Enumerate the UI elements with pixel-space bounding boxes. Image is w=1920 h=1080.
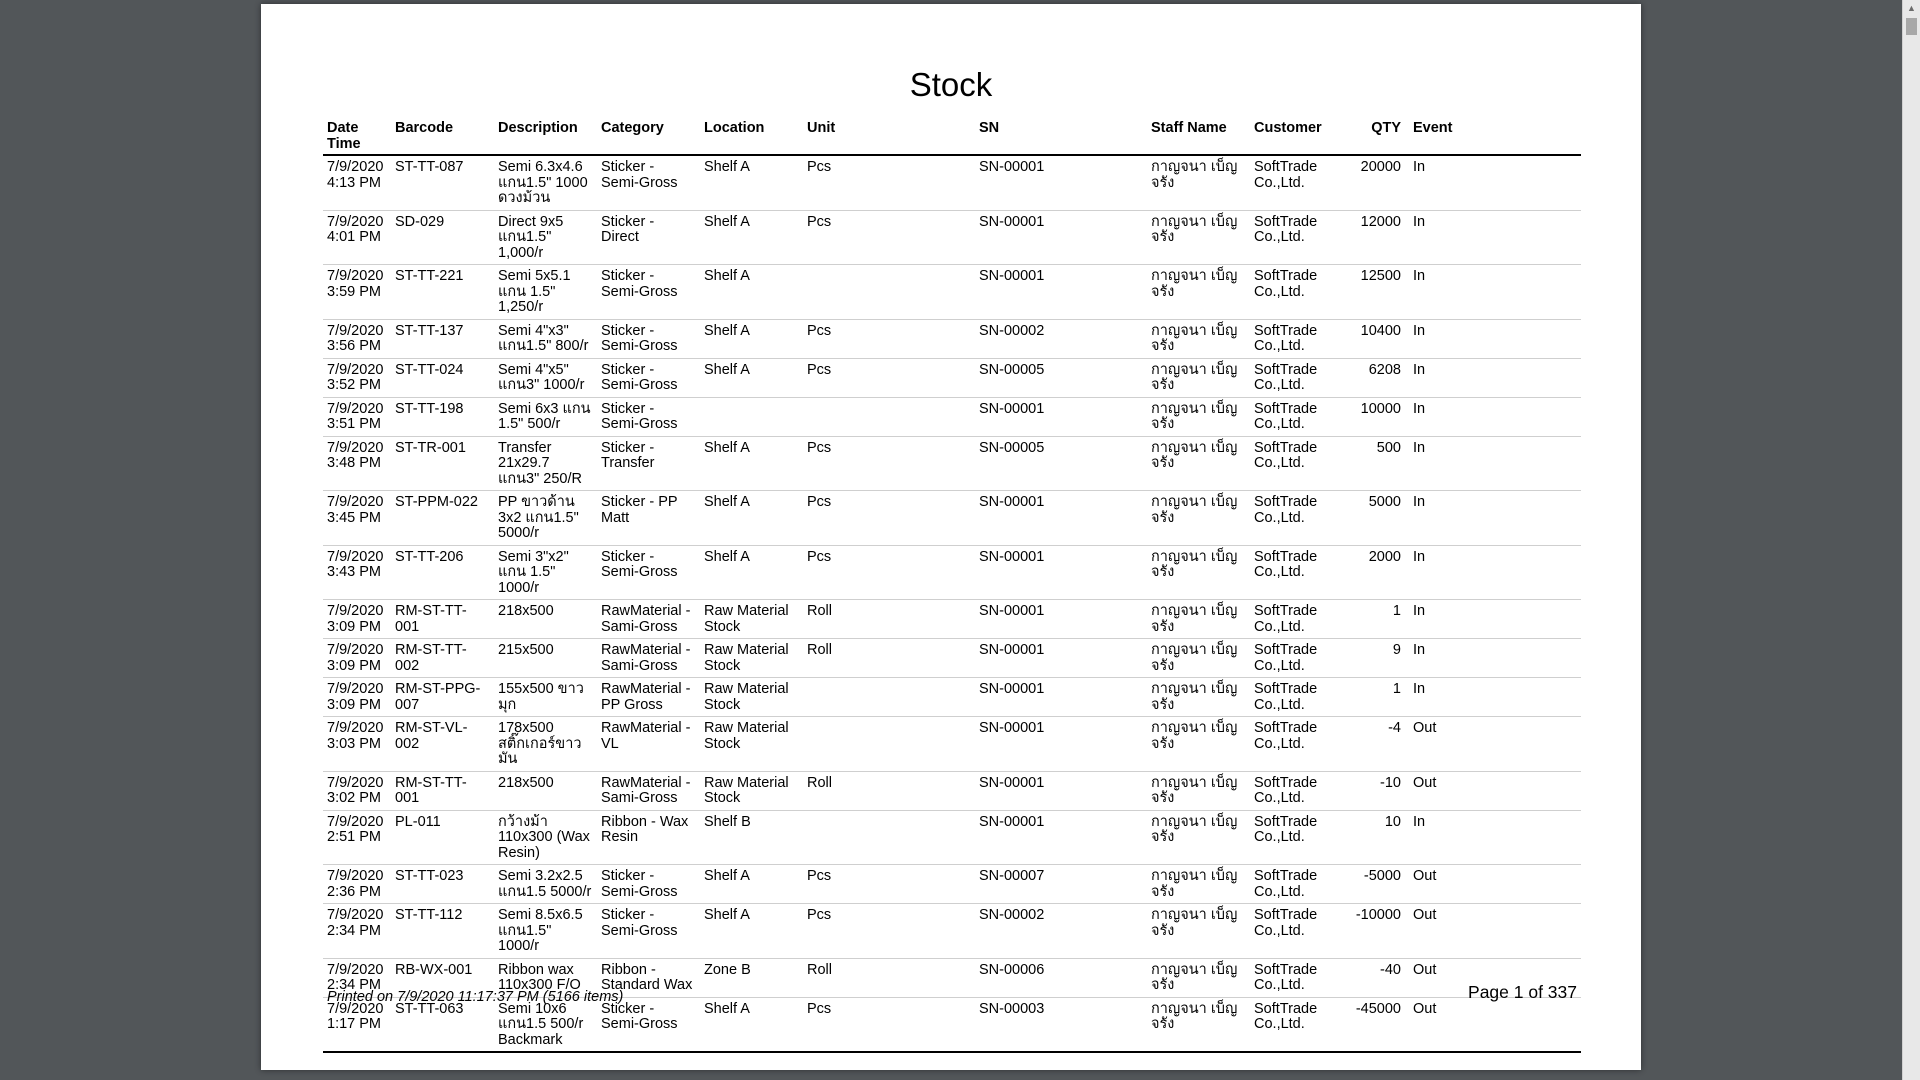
cell-date-value: 7/9/2020 xyxy=(327,159,384,175)
cell-sn: SN-00001 xyxy=(975,155,1147,210)
cell-date xyxy=(323,771,391,810)
cell-description: Transfer 21x29.7 แกน3" 250/R xyxy=(494,436,597,491)
cell-category: RawMaterial - PP Gross xyxy=(597,678,700,717)
cell-customer: SoftTrade Co.,Ltd. xyxy=(1250,600,1330,639)
cell-sn: SN-00001 xyxy=(975,771,1147,810)
cell-time-value: 2:36 PM xyxy=(327,883,381,900)
cell-category: Sticker - PP Matt xyxy=(597,491,700,546)
cell-customer: SoftTrade Co.,Ltd. xyxy=(1250,358,1330,397)
cell-barcode: ST-TT-112 xyxy=(391,904,494,959)
cell-date-value: 7/9/2020 xyxy=(327,907,384,923)
cell-customer: SoftTrade Co.,Ltd. xyxy=(1250,771,1330,810)
cell-customer: SoftTrade Co.,Ltd. xyxy=(1250,436,1330,491)
cell-description: 155x500 ขาวมุก xyxy=(494,678,597,717)
cell-time-value: 1:17 PM xyxy=(327,1016,381,1032)
cell-category: Sticker - Semi-Gross xyxy=(597,155,700,210)
table-row xyxy=(323,904,1581,959)
cell-barcode: RM-ST-TT-002 xyxy=(391,639,494,678)
cell-location: Shelf A xyxy=(700,904,803,959)
cell-category: Sticker - Semi-Gross xyxy=(597,358,700,397)
cell-category: RawMaterial - Sami-Gross xyxy=(597,639,700,678)
cell-location: Shelf B xyxy=(700,810,803,865)
cell-date xyxy=(323,717,391,772)
cell-time-value: 3:52 PM xyxy=(327,377,381,393)
cell-time-value: 4:01 PM xyxy=(327,229,381,245)
cell-description: 215x500 xyxy=(494,639,597,678)
cell-sn: SN-00002 xyxy=(975,904,1147,959)
cell-qty: 20000 xyxy=(1330,155,1409,210)
cell-qty: 6208 xyxy=(1330,358,1409,397)
cell-description: Semi 6x3 แกน 1.5" 500/r xyxy=(494,397,597,436)
column-header-qty: QTY xyxy=(1330,116,1409,155)
cell-unit xyxy=(803,717,975,772)
cell-sn: SN-00001 xyxy=(975,639,1147,678)
cell-sn: SN-00001 xyxy=(975,600,1147,639)
stock-table xyxy=(323,116,1581,1053)
cell-description: Ribbon wax 110x300 F/O xyxy=(494,958,597,997)
cell-location: Raw Material Stock xyxy=(700,600,803,639)
cell-qty: -10 xyxy=(1330,771,1409,810)
cell-event: Out xyxy=(1409,958,1581,997)
cell-qty: 500 xyxy=(1330,436,1409,491)
cell-barcode: RM-ST-TT-001 xyxy=(391,600,494,639)
cell-date-value: 7/9/2020 xyxy=(327,494,384,510)
cell-customer: SoftTrade Co.,Ltd. xyxy=(1250,997,1330,1052)
cell-staff-name: กาญจนา เบ็ญจรัง xyxy=(1147,545,1250,600)
cell-unit: Pcs xyxy=(803,904,975,959)
cell-description: Semi 6.3x4.6 แกน1.5" 1000 ดวงม้วน xyxy=(494,155,597,210)
cell-location: Shelf A xyxy=(700,155,803,210)
cell-date-value: 7/9/2020 xyxy=(327,322,384,339)
cell-date xyxy=(323,397,391,436)
cell-customer: SoftTrade Co.,Ltd. xyxy=(1250,155,1330,210)
cell-description: 178x500 สติ๊กเกอร์ขาวมัน xyxy=(494,717,597,772)
cell-staff-name: กาญจนา เบ็ญจรัง xyxy=(1147,491,1250,546)
cell-category: Ribbon - Wax Resin xyxy=(597,810,700,865)
cell-date xyxy=(323,545,391,600)
column-header-unit: Unit xyxy=(803,116,975,155)
cell-description: Semi 4"x5" แกน3" 1000/r xyxy=(494,358,597,397)
cell-customer: SoftTrade Co.,Ltd. xyxy=(1250,210,1330,265)
cell-barcode: RM-ST-PPG-007 xyxy=(391,678,494,717)
table-row xyxy=(323,210,1581,265)
cell-date-value: 7/9/2020 xyxy=(327,268,384,284)
cell-description: Semi 10x6 แกน1.5 500/r Backmark xyxy=(494,997,597,1052)
cell-sn: SN-00006 xyxy=(975,958,1147,997)
cell-sn: SN-00001 xyxy=(975,210,1147,265)
cell-date xyxy=(323,155,391,210)
cell-date-value: 7/9/2020 xyxy=(327,681,384,697)
cell-location: Shelf A xyxy=(700,210,803,265)
cell-date xyxy=(323,639,391,678)
cell-staff-name: กาญจนา เบ็ญจรัง xyxy=(1147,639,1250,678)
column-header-event: Event xyxy=(1409,116,1581,155)
cell-sn: SN-00007 xyxy=(975,865,1147,904)
cell-staff-name: กาญจนา เบ็ญจรัง xyxy=(1147,319,1250,358)
cell-qty: 10000 xyxy=(1330,397,1409,436)
cell-event: Out xyxy=(1409,904,1581,959)
cell-description: Semi 5x5.1 แกน 1.5" 1,250/r xyxy=(494,265,597,320)
cell-qty: 1 xyxy=(1330,678,1409,717)
table-body xyxy=(323,155,1581,1052)
cell-location: Raw Material Stock xyxy=(700,717,803,772)
cell-date-value: 7/9/2020 xyxy=(327,548,384,565)
column-header-customer: Customer xyxy=(1250,116,1330,155)
cell-time-value: 3:09 PM xyxy=(327,657,381,674)
cell-qty: 10400 xyxy=(1330,319,1409,358)
cell-description: Semi 8.5x6.5 แกน1.5" 1000/r xyxy=(494,904,597,959)
cell-barcode: ST-TR-001 xyxy=(391,436,494,491)
cell-staff-name: กาญจนา เบ็ญจรัง xyxy=(1147,810,1250,865)
cell-date-value: 7/9/2020 xyxy=(327,361,384,378)
cell-barcode: ST-TT-137 xyxy=(391,319,494,358)
cell-date-value: 7/9/2020 xyxy=(327,961,384,978)
cell-qty: -5000 xyxy=(1330,865,1409,904)
cell-date-value: 7/9/2020 xyxy=(327,813,384,830)
cell-qty: 12000 xyxy=(1330,210,1409,265)
cell-location: Shelf A xyxy=(700,436,803,491)
cell-date xyxy=(323,904,391,959)
scrollbar-thumb[interactable] xyxy=(1906,18,1917,35)
cell-event: In xyxy=(1409,639,1581,678)
cell-event: Out xyxy=(1409,997,1581,1052)
cell-event: Out xyxy=(1409,771,1581,810)
vertical-scrollbar[interactable] xyxy=(1902,0,1920,1080)
report-page xyxy=(261,4,1641,1070)
cell-event: Out xyxy=(1409,865,1581,904)
cell-location: Shelf A xyxy=(700,545,803,600)
cell-event: In xyxy=(1409,545,1581,600)
cell-barcode: RM-ST-TT-001 xyxy=(391,771,494,810)
column-header-category: Category xyxy=(597,116,700,155)
cell-unit: Pcs xyxy=(803,491,975,546)
cell-location: Shelf A xyxy=(700,491,803,546)
cell-sn: SN-00001 xyxy=(975,265,1147,320)
cell-description: 218x500 xyxy=(494,771,597,810)
cell-time-value: 3:43 PM xyxy=(327,564,381,580)
table-row xyxy=(323,397,1581,436)
cell-time-value: 3:02 PM xyxy=(327,790,381,806)
cell-date xyxy=(323,358,391,397)
cell-time-value: 2:51 PM xyxy=(327,829,381,845)
cell-sn: SN-00003 xyxy=(975,997,1147,1052)
cell-sn: SN-00005 xyxy=(975,358,1147,397)
cell-description: Semi 4"x3" แกน1.5" 800/r xyxy=(494,319,597,358)
cell-time-value: 3:45 PM xyxy=(327,509,381,526)
printed-timestamp: Printed on 7/9/2020 11:17:37 PM (5166 items) xyxy=(327,989,624,1005)
cell-category: Sticker - Semi-Gross xyxy=(597,865,700,904)
cell-customer: SoftTrade Co.,Ltd. xyxy=(1250,639,1330,678)
column-header-description: Description xyxy=(494,116,597,155)
cell-qty: -4 xyxy=(1330,717,1409,772)
cell-category: Sticker - Semi-Gross xyxy=(597,319,700,358)
cell-event: Out xyxy=(1409,717,1581,772)
cell-qty: -40 xyxy=(1330,958,1409,997)
cell-category: RawMaterial - Sami-Gross xyxy=(597,771,700,810)
cell-location xyxy=(700,397,803,436)
cell-date xyxy=(323,600,391,639)
cell-date xyxy=(323,319,391,358)
table-row xyxy=(323,436,1581,491)
cell-staff-name: กาญจนา เบ็ญจรัง xyxy=(1147,358,1250,397)
cell-sn: SN-00005 xyxy=(975,436,1147,491)
table-row xyxy=(323,358,1581,397)
cell-customer: SoftTrade Co.,Ltd. xyxy=(1250,491,1330,546)
cell-event: In xyxy=(1409,600,1581,639)
cell-customer: SoftTrade Co.,Ltd. xyxy=(1250,717,1330,772)
cell-event: In xyxy=(1409,810,1581,865)
cell-staff-name: กาญจนา เบ็ญจรัง xyxy=(1147,436,1250,491)
cell-date-value: 7/9/2020 xyxy=(327,868,384,884)
cell-sn: SN-00001 xyxy=(975,545,1147,600)
cell-qty: 9 xyxy=(1330,639,1409,678)
cell-staff-name: กาญจนา เบ็ญจรัง xyxy=(1147,210,1250,265)
cell-staff-name: กาญจนา เบ็ญจรัง xyxy=(1147,265,1250,320)
cell-event: In xyxy=(1409,319,1581,358)
cell-customer: SoftTrade Co.,Ltd. xyxy=(1250,319,1330,358)
table-row xyxy=(323,810,1581,865)
cell-event: In xyxy=(1409,265,1581,320)
cell-description: Direct 9x5 แกน1.5" 1,000/r xyxy=(494,210,597,265)
cell-staff-name: กาญจนา เบ็ญจรัง xyxy=(1147,865,1250,904)
cell-unit xyxy=(803,397,975,436)
cell-staff-name: กาญจนา เบ็ญจรัง xyxy=(1147,717,1250,772)
cell-staff-name: กาญจนา เบ็ญจรัง xyxy=(1147,155,1250,210)
cell-date-value: 7/9/2020 xyxy=(327,213,384,230)
cell-customer: SoftTrade Co.,Ltd. xyxy=(1250,397,1330,436)
cell-staff-name: กาญจนา เบ็ญจรัง xyxy=(1147,904,1250,959)
cell-customer: SoftTrade Co.,Ltd. xyxy=(1250,904,1330,959)
column-header-barcode: Barcode xyxy=(391,116,494,155)
cell-time-value: 3:59 PM xyxy=(327,283,381,300)
cell-category: RawMaterial - VL xyxy=(597,717,700,772)
cell-location: Shelf A xyxy=(700,265,803,320)
cell-unit xyxy=(803,678,975,717)
cell-barcode: ST-TT-206 xyxy=(391,545,494,600)
cell-unit: Pcs xyxy=(803,545,975,600)
page-title: Stock xyxy=(909,66,993,103)
table-row xyxy=(323,545,1581,600)
cell-unit xyxy=(803,265,975,320)
cell-unit: Pcs xyxy=(803,358,975,397)
cell-barcode: RB-WX-001 xyxy=(391,958,494,997)
cell-location: Shelf A xyxy=(700,319,803,358)
cell-location: Raw Material Stock xyxy=(700,771,803,810)
table-row xyxy=(323,600,1581,639)
cell-unit: Roll xyxy=(803,958,975,997)
cell-date-value: 7/9/2020 xyxy=(327,774,384,791)
table-row xyxy=(323,717,1581,772)
cell-customer: SoftTrade Co.,Ltd. xyxy=(1250,810,1330,865)
cell-description: กว้างม้า 110x300 (Wax Resin) xyxy=(494,810,597,865)
table-row xyxy=(323,997,1581,1052)
page-number: Page 1 of 337 xyxy=(1468,982,1577,1002)
cell-barcode: ST-TT-023 xyxy=(391,865,494,904)
cell-date-value: 7/9/2020 xyxy=(327,1000,384,1017)
cell-time-value: 3:51 PM xyxy=(327,416,381,432)
cell-customer: SoftTrade Co.,Ltd. xyxy=(1250,265,1330,320)
cell-date-value: 7/9/2020 xyxy=(327,603,384,619)
cell-event: In xyxy=(1409,210,1581,265)
cell-unit: Roll xyxy=(803,639,975,678)
cell-date xyxy=(323,436,391,491)
cell-unit: Pcs xyxy=(803,997,975,1052)
cell-location: Shelf A xyxy=(700,997,803,1052)
cell-time-value: 3:09 PM xyxy=(327,618,381,635)
cell-date xyxy=(323,810,391,865)
cell-unit xyxy=(803,810,975,865)
cell-time-value: 2:34 PM xyxy=(327,977,381,993)
cell-category: Sticker - Semi-Gross xyxy=(597,545,700,600)
cell-customer: SoftTrade Co.,Ltd. xyxy=(1250,865,1330,904)
cell-staff-name: กาญจนา เบ็ญจรัง xyxy=(1147,771,1250,810)
cell-barcode: SD-029 xyxy=(391,210,494,265)
cell-time-value: 3:48 PM xyxy=(327,455,381,471)
cell-description: 218x500 xyxy=(494,600,597,639)
cell-date-value: 7/9/2020 xyxy=(327,642,384,658)
cell-time-value: 4:13 PM xyxy=(327,174,381,191)
column-header-sn: SN xyxy=(975,116,1147,155)
cell-description: Semi 3.2x2.5 แกน1.5 5000/r xyxy=(494,865,597,904)
cell-qty: 5000 xyxy=(1330,491,1409,546)
cell-date xyxy=(323,491,391,546)
table-row xyxy=(323,155,1581,210)
cell-sn: SN-00002 xyxy=(975,319,1147,358)
cell-unit: Pcs xyxy=(803,865,975,904)
cell-qty: -10000 xyxy=(1330,904,1409,959)
cell-unit: Pcs xyxy=(803,319,975,358)
cell-staff-name: กาญจนา เบ็ญจรัง xyxy=(1147,397,1250,436)
cell-unit: Pcs xyxy=(803,155,975,210)
cell-time-value: 3:56 PM xyxy=(327,338,381,354)
cell-staff-name: กาญจนา เบ็ญจรัง xyxy=(1147,958,1250,997)
table-header-row xyxy=(323,116,1581,155)
cell-date xyxy=(323,997,391,1052)
cell-qty: 10 xyxy=(1330,810,1409,865)
cell-qty: 2000 xyxy=(1330,545,1409,600)
cell-sn: SN-00001 xyxy=(975,678,1147,717)
table-row xyxy=(323,865,1581,904)
cell-category: Sticker - Semi-Gross xyxy=(597,397,700,436)
table-row xyxy=(323,678,1581,717)
cell-customer: SoftTrade Co.,Ltd. xyxy=(1250,545,1330,600)
column-header-staff: Staff Name xyxy=(1147,116,1250,155)
cell-qty: 12500 xyxy=(1330,265,1409,320)
cell-event: In xyxy=(1409,397,1581,436)
cell-event: In xyxy=(1409,358,1581,397)
cell-event: In xyxy=(1409,678,1581,717)
cell-event: In xyxy=(1409,155,1581,210)
cell-location: Shelf A xyxy=(700,865,803,904)
cell-barcode: RM-ST-VL-002 xyxy=(391,717,494,772)
cell-sn: SN-00001 xyxy=(975,397,1147,436)
cell-staff-name: กาญจนา เบ็ญจรัง xyxy=(1147,600,1250,639)
cell-category: Sticker - Semi-Gross xyxy=(597,265,700,320)
cell-date xyxy=(323,210,391,265)
cell-category: Sticker - Semi-Gross xyxy=(597,904,700,959)
scroll-up-arrow-icon[interactable]: ▲ xyxy=(1907,3,1916,13)
table-row xyxy=(323,491,1581,546)
cell-unit: Pcs xyxy=(803,436,975,491)
cell-sn: SN-00001 xyxy=(975,491,1147,546)
cell-unit: Pcs xyxy=(803,210,975,265)
cell-category: Sticker - Direct xyxy=(597,210,700,265)
cell-location: Shelf A xyxy=(700,358,803,397)
cell-barcode: ST-TT-221 xyxy=(391,265,494,320)
cell-location: Raw Material Stock xyxy=(700,678,803,717)
cell-barcode: ST-TT-198 xyxy=(391,397,494,436)
cell-barcode: ST-TT-087 xyxy=(391,155,494,210)
cell-barcode: ST-TT-024 xyxy=(391,358,494,397)
cell-customer: SoftTrade Co.,Ltd. xyxy=(1250,958,1330,997)
cell-sn: SN-00001 xyxy=(975,717,1147,772)
column-header-location: Location xyxy=(700,116,803,155)
table-row xyxy=(323,265,1581,320)
cell-category: Sticker - Transfer xyxy=(597,436,700,491)
cell-customer: SoftTrade Co.,Ltd. xyxy=(1250,678,1330,717)
cell-date-value: 7/9/2020 xyxy=(327,439,384,456)
cell-date xyxy=(323,678,391,717)
table-row xyxy=(323,771,1581,810)
cell-staff-name: กาญจนา เบ็ญจรัง xyxy=(1147,997,1250,1052)
cell-sn: SN-00001 xyxy=(975,810,1147,865)
cell-time-value: 3:03 PM xyxy=(327,735,381,752)
cell-event: In xyxy=(1409,491,1581,546)
cell-date xyxy=(323,265,391,320)
cell-date-value: 7/9/2020 xyxy=(327,720,384,736)
cell-unit: Roll xyxy=(803,600,975,639)
cell-location: Zone B xyxy=(700,958,803,997)
cell-barcode: ST-TT-063 xyxy=(391,997,494,1052)
cell-category: Ribbon - Standard Wax xyxy=(597,958,700,997)
cell-description: Semi 3"x2" แกน 1.5" 1000/r xyxy=(494,545,597,600)
cell-date-value: 7/9/2020 xyxy=(327,400,384,417)
table-row xyxy=(323,319,1581,358)
cell-staff-name: กาญจนา เบ็ญจรัง xyxy=(1147,678,1250,717)
cell-time-value: 3:09 PM xyxy=(327,696,381,713)
cell-description: PP ขาวด้าน 3x2 แกน1.5" 5000/r xyxy=(494,491,597,546)
cell-qty: 1 xyxy=(1330,600,1409,639)
cell-unit: Roll xyxy=(803,771,975,810)
table-row xyxy=(323,639,1581,678)
cell-category: Sticker - Semi-Gross xyxy=(597,997,700,1052)
cell-category: RawMaterial - Sami-Gross xyxy=(597,600,700,639)
cell-time-value: 2:34 PM xyxy=(327,922,381,939)
cell-barcode: PL-011 xyxy=(391,810,494,865)
cell-location: Raw Material Stock xyxy=(700,639,803,678)
cell-barcode: ST-PPM-022 xyxy=(391,491,494,546)
column-header-datetime: Date Time xyxy=(323,116,391,155)
cell-event: In xyxy=(1409,436,1581,491)
cell-qty: -45000 xyxy=(1330,997,1409,1052)
cell-date xyxy=(323,865,391,904)
